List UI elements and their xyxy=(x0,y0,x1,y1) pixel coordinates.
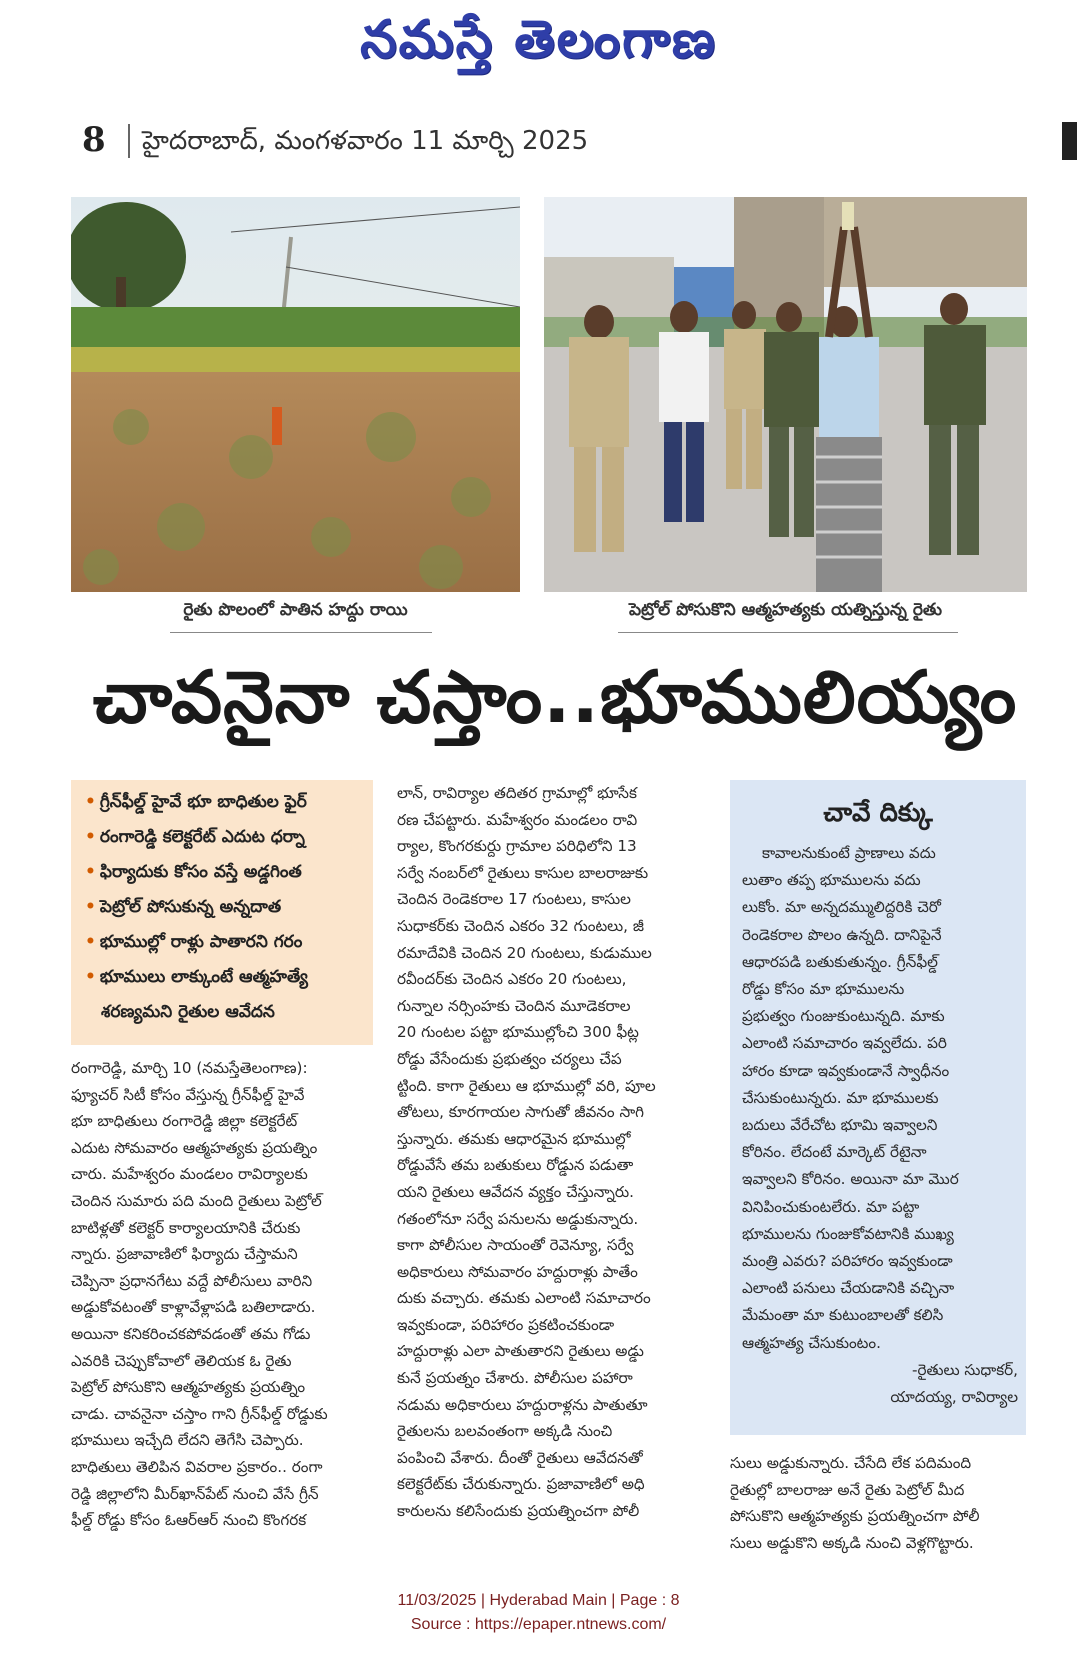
highlight-item: • భూముల్లో రాళ్లు పాతారని గరం xyxy=(85,932,303,952)
highlight-item: • రంగారెడ్డి కలెక్టరేట్ ఎదుట ధర్నా xyxy=(85,827,305,847)
footer-edition-info: 11/03/2025 | Hyderabad Main | Page : 8 xyxy=(397,1592,680,1609)
article-column-3: సులు అడ్డుకున్నారు. చేసేది లేక పదిమంది రైతుల్లో బాలరాజు అనే రైతు పెట్రోల్ మీద పోసుకొని ఆత్మహత్యకు ప్రయత్నించగా పోలీ సులు అడ్డుకొని అక్కడి నుంచి వెళ్లగొట్టారు. xyxy=(730,1454,980,1552)
dateline: హైదరాబాద్, మంగళవారం 11 మార్చి 2025 xyxy=(142,126,589,156)
caption-rule-right xyxy=(618,632,958,633)
article-column-1: రంగారెడ్డి, మార్చి 10 (నమస్తేతెలంగాణ): ఫ్యూచర్ సిటీ కోసం వేస్తున్న గ్రీన్‌ఫీల్డ్ హైవే భూ బాధితులు రంగారెడ్డి జిల్లా కలెక్టరేట్ ఎదుట సోమవారం ఆత్మహత్యకు ప్రయత్నిం చారు. మహేశ్వరం మండలం రావిర్యాలకు చెందిన సుమారు పది మంది రైతులు పెట్రోల్ బాటిళ్లతో కలెక్టర్ కార్యాలయానికి చేరుకు న్నారు. ప్రజావాణిలో ఫిర్యాదు చేస్తామని చెప్పినా ప్రధానగేటు వద్దే పోలీసులు వారిని అడ్డుకోవటంతో కాళ్లావేళ్లాపడి బతిలాడారు. అయినా కనికరించకపోవడంతో తమ గోడు ఎవరికి చెప్పుకోవాలో తెలియక ఓ రైతు పెట్రోల్ పోసుకొని ఆత్మహత్యకు ప్రయత్నిం చాడు. చావనైనా చస్తాం గాని గ్రీన్‌ఫీల్డ్ రోడ్డుకు భూములు ఇచ్చేది లేదని తెగేసి చెప్పారు. బాధితులు తెలిపిన వివరాల ప్రకారం.. రంగా రెడ్డి జిల్లాలోని మీర్‌ఖాన్‌పేట్ నుంచి వేసే గ్రీన్ ఫీల్డ్ రోడ్డు కోసం ఓఆర్ఆర్ నుంచి కొంగరక xyxy=(71,1059,328,1530)
highlight-item: • పెట్రోల్ పోసుకున్న అన్నదాత xyxy=(85,897,282,917)
bullet-icon: • xyxy=(85,827,96,847)
article-column-2: లాన్, రావిర్యాల తదితర గ్రామాల్లో భూసేక రణ చేపట్టారు. మహేశ్వరం మండలం రావి ర్యాల, కొంగరకుర్దు గ్రామాల పరిధిలోని 13 సర్వే నంబర్‌లో రైతులు కాసుల బాలరాజుకు చెందిన రెండెకరాల 17 గుంటలు, కాసుల సుధాకర్‌కు చెందిన ఎకరం 32 గుంటలు, జీ రమాదేవికి చెందిన 20 గుంటలు, కుడుముల రవీందర్‌కు చెందిన ఎకరం 20 గుంటలు, గున్నాల నర్సింహకు చెందిన మూడెకరాల 20 గుంటల పట్టా భూముల్లోంచి 300 ఫీట్ల రోడ్డు వేసేందుకు ప్రభుత్వం చర్యలు చేప ట్టింది. కాగా రైతులు ఆ భూముల్లో వరి, పూల తోటలు, కూరగాయల సాగుతో జీవనం సాగి స్తున్నారు. తమకు ఆధారమైన భూముల్లో రోడ్డువేసే తమ బతుకులు రోడ్డున పడుతా యని రైతులు ఆవేదన వ్యక్తం చేస్తున్నారు. గతంలోనూ సర్వే పనులను అడ్డుకున్నారు. కాగా పోలీసుల సాయంతో రెవెన్యూ, సర్వే అధికారులు సోమవారం హద్దురాళ్లు పాతేం దుకు వచ్చారు. తమకు ఎలాంటి సమాచారం ఇవ్వకుండా, పరిహారం ప్రకటించకుండా హద్దురాళ్లు ఎలా పాతుతారని రైతులు అడ్డు కునే ప్రయత్నం చేశారు. పోలీసుల పహారా నడుమ అధికారులు హద్దురాళ్లను పాతుతూ రైతులను బలవంతంగా అక్కడి నుంచి పంపించి వేశారు. దీంతో రైతులు ఆవేదనతో కలెక్టరేట్‌కు చేరుకున్నారు. ప్రజావాణిలో అధి కారులను కలిసేందుకు ప్రయత్నించగా పోలీ xyxy=(397,784,656,1521)
photo-field-boundary-stone xyxy=(71,197,520,592)
edge-marker xyxy=(1062,122,1077,160)
dateline-divider xyxy=(128,124,130,158)
page-number: 8 xyxy=(82,120,106,160)
caption-rule-left xyxy=(170,632,432,633)
sidebar-quote-box xyxy=(730,780,1026,1435)
highlight-item: • భూములు లాక్కుంటే ఆత్మహత్యే xyxy=(85,967,308,987)
highlights-box xyxy=(71,780,373,1045)
footer-source-link[interactable]: Source : https://epaper.ntnews.com/ xyxy=(410,1616,667,1633)
photo-farmer-police xyxy=(544,197,1027,592)
headline: చావనైనా చస్తాం..భూములియ్యం xyxy=(92,655,1018,739)
bullet-icon: • xyxy=(85,932,96,952)
highlight-item: • ఫిర్యాదుకు కోసం వస్తే అడ్డగింత xyxy=(85,862,302,882)
masthead-logo: నమస్తే తెలంగాణ xyxy=(360,10,717,70)
sidebar-attribution-place: యాదయ్య, రావిర్యాల xyxy=(890,1388,1018,1407)
photo-caption-right: పెట్రోల్ పోసుకొని ఆత్మహత్యకు యత్నిస్తున్న రైతు xyxy=(628,600,943,620)
bullet-icon: • xyxy=(85,862,96,882)
sidebar-text: కావాలనుకుంటే ప్రాణాలు వదు లుతాం తప్ప భూములను వదు లుకోం. మా అన్నదమ్ములిద్దరికి చెరో రెండెకరాల పొలం ఉన్నది. దానిపైనే ఆధారపడి బతుకుతున్నం. గ్రీన్‌ఫీల్డ్ రోడ్డు కోసం మా భూములను ప్రభుత్వం గుంజుకుంటున్నది. మాకు ఎలాంటి సమాచారం ఇవ్వలేదు. పరి హారం కూడా ఇవ్వకుండానే స్వాధీనం చేసుకుంటున్నరు. మా భూములకు బదులు వేరేచోట భూమి ఇవ్వాలని కోరినం. లేదంటే మార్కెట్ రేటైనా ఇవ్వాలని కోరినం. అయినా మా మొర వినిపించుకుంటలేరు. మా పట్టా భూములను గుంజుకోవటానికి ముఖ్య మంత్రి ఎవరు? పరిహారం ఇవ్వకుండా ఎలాంటి పనులు చేయడానికి వచ్చినా మేమంతా మా కుటుంబాలతో కలిసి ఆత్మహత్య చేసుకుంటం. -రైతులు సుధాకర్, యాదయ్య, రావిర్యాల xyxy=(742,840,1018,1411)
highlight-item: శరణ్యమని రైతుల ఆవేదన xyxy=(101,1002,275,1022)
photo-caption-left: రైతు పొలంలో పాతిన హద్దు రాయి xyxy=(183,600,408,620)
sidebar-title: చావే దిక్కు xyxy=(823,798,933,828)
bullet-icon: • xyxy=(85,792,96,812)
bullet-icon: • xyxy=(85,897,96,917)
highlight-item: • గ్రీన్‌ఫీల్డ్ హైవే భూ బాధితుల ఫైర్ xyxy=(85,792,307,812)
sidebar-attribution: -రైతులు సుధాకర్, xyxy=(912,1360,1018,1379)
bullet-icon: • xyxy=(85,967,96,987)
